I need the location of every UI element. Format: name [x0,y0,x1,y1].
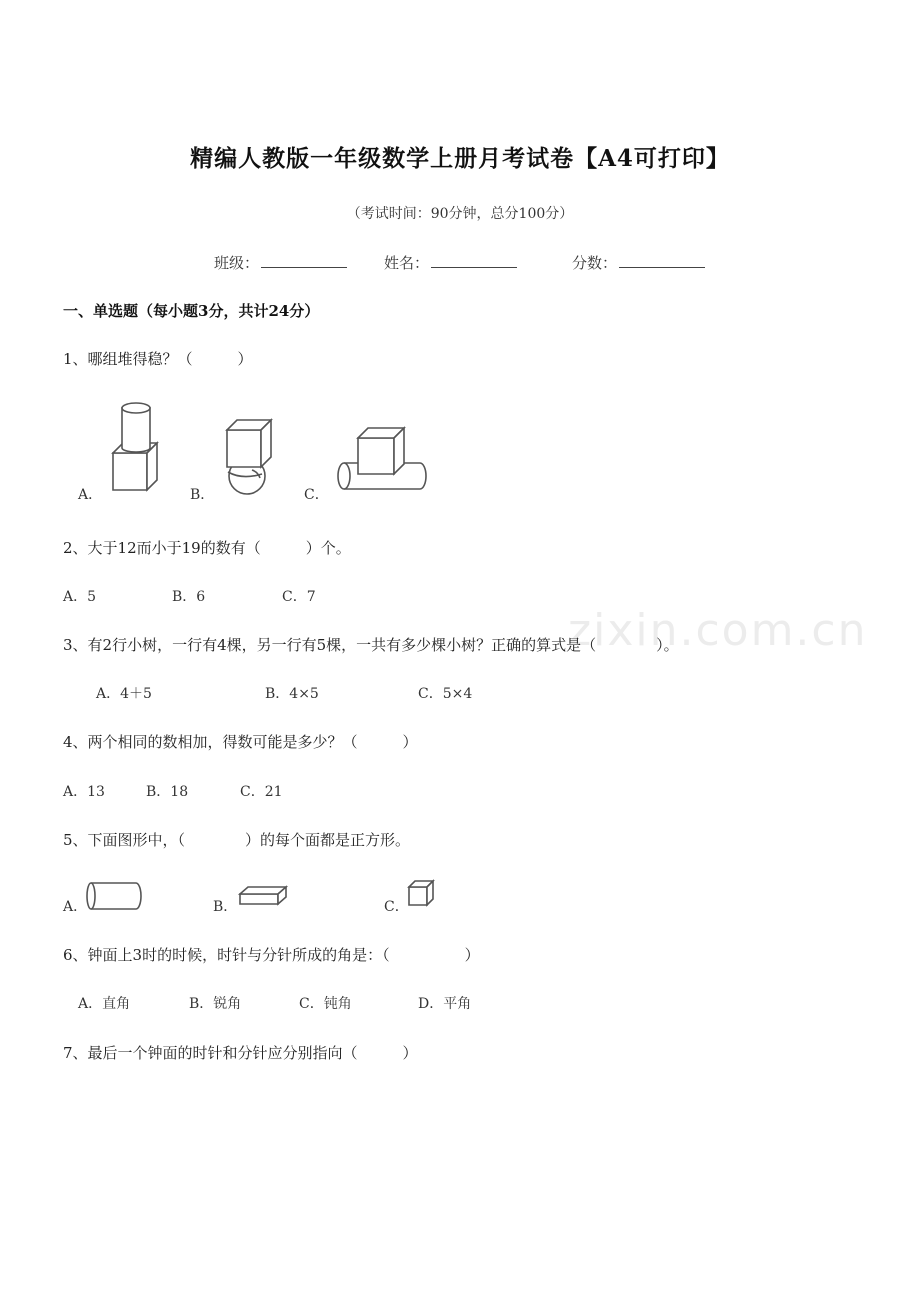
q6-option-c[interactable]: C．钝角 [299,996,352,1012]
name-label: 姓名： [384,254,430,272]
cylinder-icon [86,880,144,912]
q5-option-c[interactable]: C． [384,899,409,915]
q4-option-b[interactable]: B．18 [146,784,189,800]
class-label: 班级： [214,254,260,272]
question-6: 6、钟面上3时的时候，时针与分针所成的角是：（ ） [63,946,480,964]
q2-option-b[interactable]: B．6 [172,589,206,605]
question-7: 7、最后一个钟面的时针和分针应分别指向（ ） [63,1044,418,1062]
q3-option-b[interactable]: B．4×5 [265,686,319,702]
q5-option-a[interactable]: A． [63,899,88,915]
class-blank[interactable] [261,253,347,268]
q1-option-b[interactable]: B． [190,487,215,503]
question-1: 1、哪组堆得稳？（ ） [63,350,253,368]
cube-on-lying-cylinder-icon [336,424,432,494]
question-4: 4、两个相同的数相加，得数可能是多少？（ ） [63,733,418,751]
cube-icon [408,880,436,908]
name-field [384,252,517,273]
cuboid-icon [238,884,290,908]
section-heading: 一、单选题（每小题3分，共计24分） [63,302,320,320]
q3-option-c[interactable]: C．5×4 [418,686,473,702]
q2-option-c[interactable]: C．7 [282,589,316,605]
score-label: 分数： [572,254,618,272]
q6-option-d[interactable]: D．平角 [418,996,472,1012]
q4-option-a[interactable]: A．13 [63,784,105,800]
q4-option-c[interactable]: C．21 [240,784,283,800]
question-5: 5、下面图形中，（ ）的每个面都是正方形。 [63,831,411,849]
q6-option-a[interactable]: A．直角 [78,996,131,1012]
page-title: 精编人教版一年级数学上册月考试卷【A4可打印】 [190,145,730,172]
score-blank[interactable] [619,253,705,268]
question-3: 3、有2行小树，一行有4棵，另一行有5棵，一共有多少棵小树？正确的算式是（ ）。 [63,636,679,654]
question-2: 2、大于12而小于19的数有（ ）个。 [63,539,351,557]
cube-on-sphere-icon [222,418,282,496]
cylinder-on-cube-icon [108,398,164,494]
q1-option-a[interactable]: A． [78,487,103,503]
score-field [572,252,705,273]
class-field [214,252,347,273]
exam-subtitle: （考试时间：90分钟，总分100分） [346,206,574,222]
q1-option-c[interactable]: C． [304,487,329,503]
q6-option-b[interactable]: B．锐角 [189,996,242,1012]
name-blank[interactable] [431,253,517,268]
q5-option-b[interactable]: B． [213,899,238,915]
q2-option-a[interactable]: A．5 [63,589,97,605]
watermark: zixin.com.cn [568,605,868,656]
q3-option-a[interactable]: A．4＋5 [96,686,152,702]
